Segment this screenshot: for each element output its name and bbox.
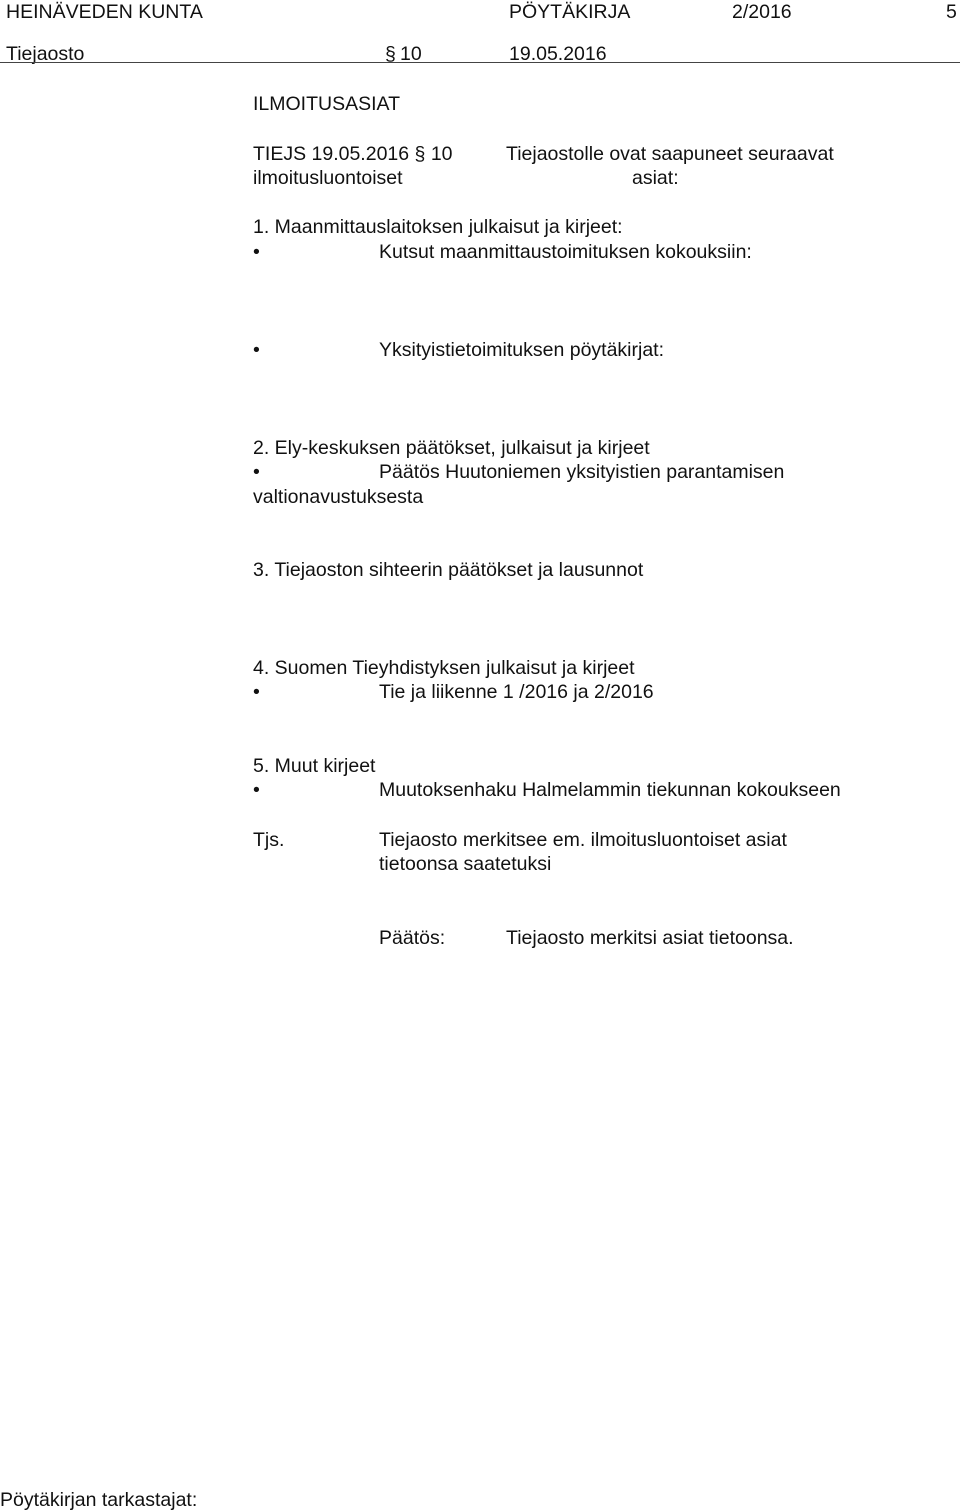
header-divider [0, 62, 960, 63]
proposal-line-1: Tiejaosto merkitsee em. ilmoitusluontoiset asiat [379, 829, 787, 851]
header-date: 19.05.2016 [509, 43, 607, 65]
header-doc-type: PÖYTÄKIRJA [509, 1, 631, 23]
header-section-number: 10 [400, 43, 422, 65]
decision-label: Päätös: [379, 927, 446, 949]
bullet: • [253, 241, 260, 263]
item-2-bullet-1: Päätös Huutoniemen yksityistien parantamisen [379, 461, 785, 483]
item-4-heading: 4. Suomen Tieyhdistyksen julkaisut ja kirjeet [253, 657, 635, 679]
ref-line [253, 142, 453, 166]
header-page-number: 5 [946, 1, 957, 23]
item-1-bullet-2: Yksityistietoimituksen pöytäkirjat: [379, 339, 665, 361]
header-doc-number: 2/2016 [732, 1, 792, 23]
item-1-heading: 1. Maanmittauslaitoksen julkaisut ja kirjeet: [253, 216, 623, 238]
bullet: • [253, 339, 260, 361]
item-4-bullet-1: Tie ja liikenne 1 /2016 ja 2/2016 [379, 681, 654, 703]
intro-line-1: Tiejaostolle ovat saapuneet seuraavat [506, 143, 834, 165]
proposal-label: Tjs. [253, 829, 285, 851]
proposal-line-2: tietoonsa saatetuksi [379, 853, 552, 875]
header-org: HEINÄVEDEN KUNTA [6, 1, 203, 23]
item-5-bullet-1: Muutoksenhaku Halmelammin tiekunnan kokoukseen [379, 779, 841, 801]
ref-subject: ilmoitusluontoiset [253, 167, 403, 189]
item-5-heading: 5. Muut kirjeet [253, 755, 376, 777]
bullet: • [253, 461, 260, 483]
ref-section-number: 10 [430, 143, 453, 165]
header-section-symbol: § [385, 43, 396, 65]
decision-text: Tiejaosto merkitsi asiat tietoonsa. [506, 927, 794, 949]
ref-meeting: TIEJS 19.05.2016 [253, 143, 410, 165]
item-2-heading: 2. Ely-keskuksen päätökset, julkaisut ja kirjeet [253, 437, 650, 459]
header-body-name: Tiejaosto [6, 43, 85, 65]
item-2-continuation: valtionavustuksesta [253, 486, 424, 508]
bullet: • [253, 681, 260, 703]
item-3-heading: 3. Tiejaoston sihteerin päätökset ja lausunnot [253, 559, 644, 581]
intro-line-2: asiat: [632, 167, 679, 189]
ref-section-symbol: § [414, 143, 426, 165]
bullet: • [253, 779, 260, 801]
section-title: ILMOITUSASIAT [253, 93, 400, 115]
item-1-bullet-1: Kutsut maanmittaustoimituksen kokouksiin: [379, 241, 752, 263]
footer-reviewers-label: Pöytäkirjan tarkastajat: [0, 1489, 198, 1511]
